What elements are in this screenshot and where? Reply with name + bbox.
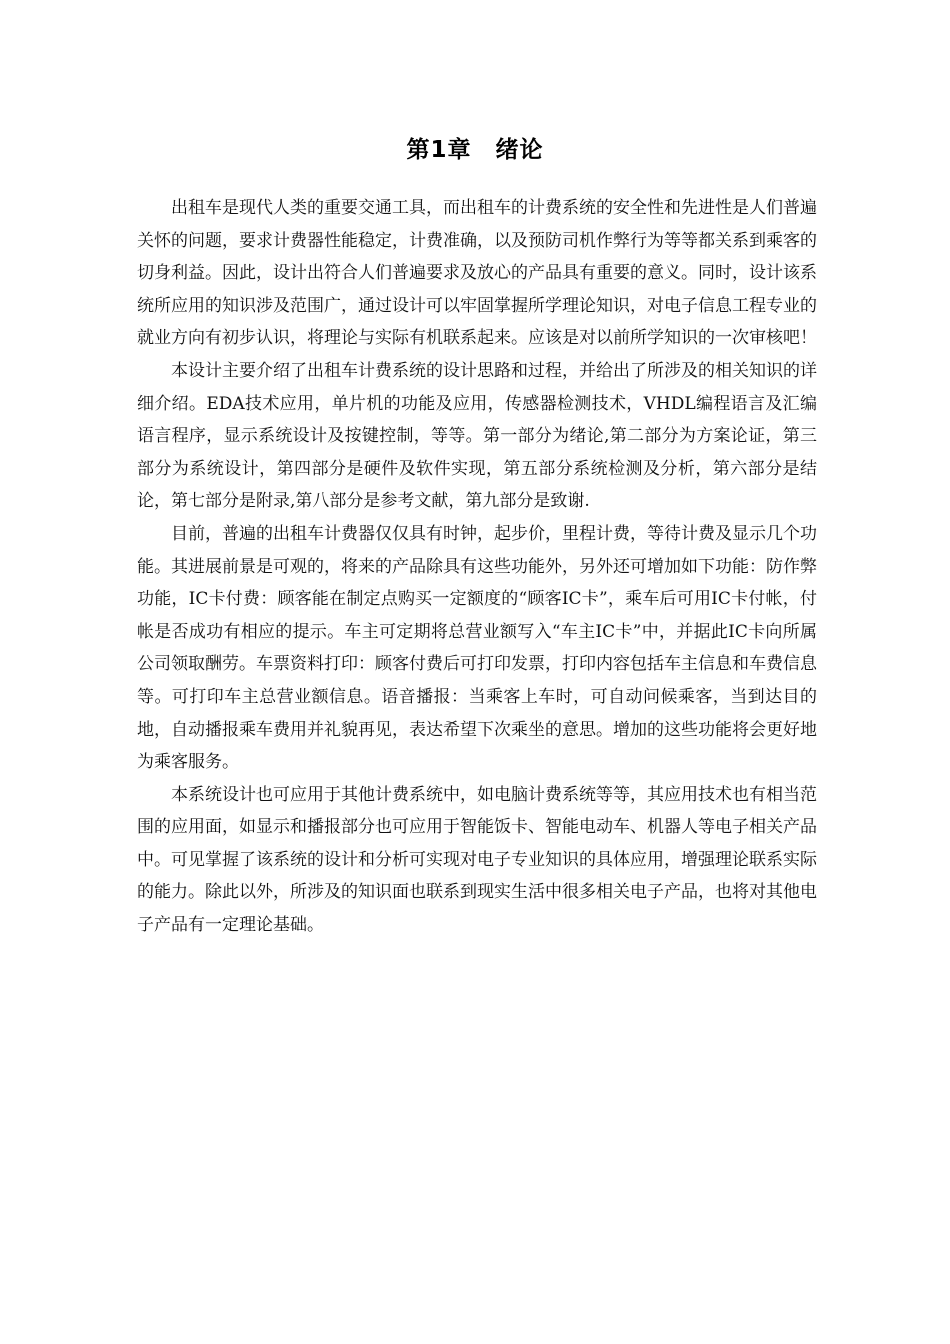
chapter-title: 第1章 绪论 <box>406 137 544 163</box>
paragraph-intro: 出租车是现代人类的重要交通工具，而出租车的计费系统的安全性和先进性是人们普遍关怀的问题，要求计费器性能稳定，计费准确，以及预防司机作弊行为等等都关系到乘客的切身利益。因此，设计出符合人们普遍要求及放心的产品具有重要的意义。同时，设计该系统所应用的知识涉及范围广，通过设计可以牢固掌握所学理论知识，对电子信息工程专业的就业方向有初步认识，将理论与实际有机联系起来。应该是对以前所学知识的一次审核吧！ <box>137 198 817 349</box>
paragraph-applications: 本系统设计也可应用于其他计费系统中，如电脑计费系统等等，其应用技术也有相当范围的应用面，如显示和播报部分也可应用于智能饭卡、智能电动车、机器人等电子相关产品中。可见掌握了该系统的设计和分析可实现对电子专业知识的具体应用，增强理论联系实际的能力。除此以外，所涉及的知识面也联系到现实生活中很多相关电子产品，也将对其他电子产品有一定理论基础。 <box>137 784 817 936</box>
paragraph-future-functions: 目前，普遍的出租车计费器仅仅具有时钟，起步价，里程计费，等待计费及显示几个功能。其进展前景是可观的，将来的产品除具有这些功能外，另外还可增加如下功能：防作弊功能，IC卡付费：顾客能在制定点购买一定额度的“顾客IC卡”，乘车后可用IC卡付帐，付帐是否成功有相应的提示。车主可定期将总营业额写入“车主IC卡”中，并据此IC卡向所属公司领取酬劳。车票资料打印：顾客付费后可打印发票，打印内容包括车主信息和车费信息等。可打印车主总营业额信息。语音播报：当乘客上车时，可自动问候乘客，当到达目的地，自动播报乘车费用并礼貌再见，表达希望下次乘坐的意思。增加的这些功能将会更好地为乘客服务。 <box>137 523 817 773</box>
paragraph-design-overview: 本设计主要介绍了出租车计费系统的设计思路和过程，并给出了所涉及的相关知识的详细介绍。EDA技术应用，单片机的功能及应用，传感器检测技术，VHDL编程语言及汇编语言程序，显示系统设计及按键控制，等等。第一部分为绪论,第二部分为方案论证，第三部分为系统设计，第四部分是硬件及软件实现，第五部分系统检测及分析，第六部分是结论，第七部分是附录,第八部分是参考文献，第九部分是致谢. <box>137 360 817 512</box>
chapter-body <box>137 192 817 942</box>
